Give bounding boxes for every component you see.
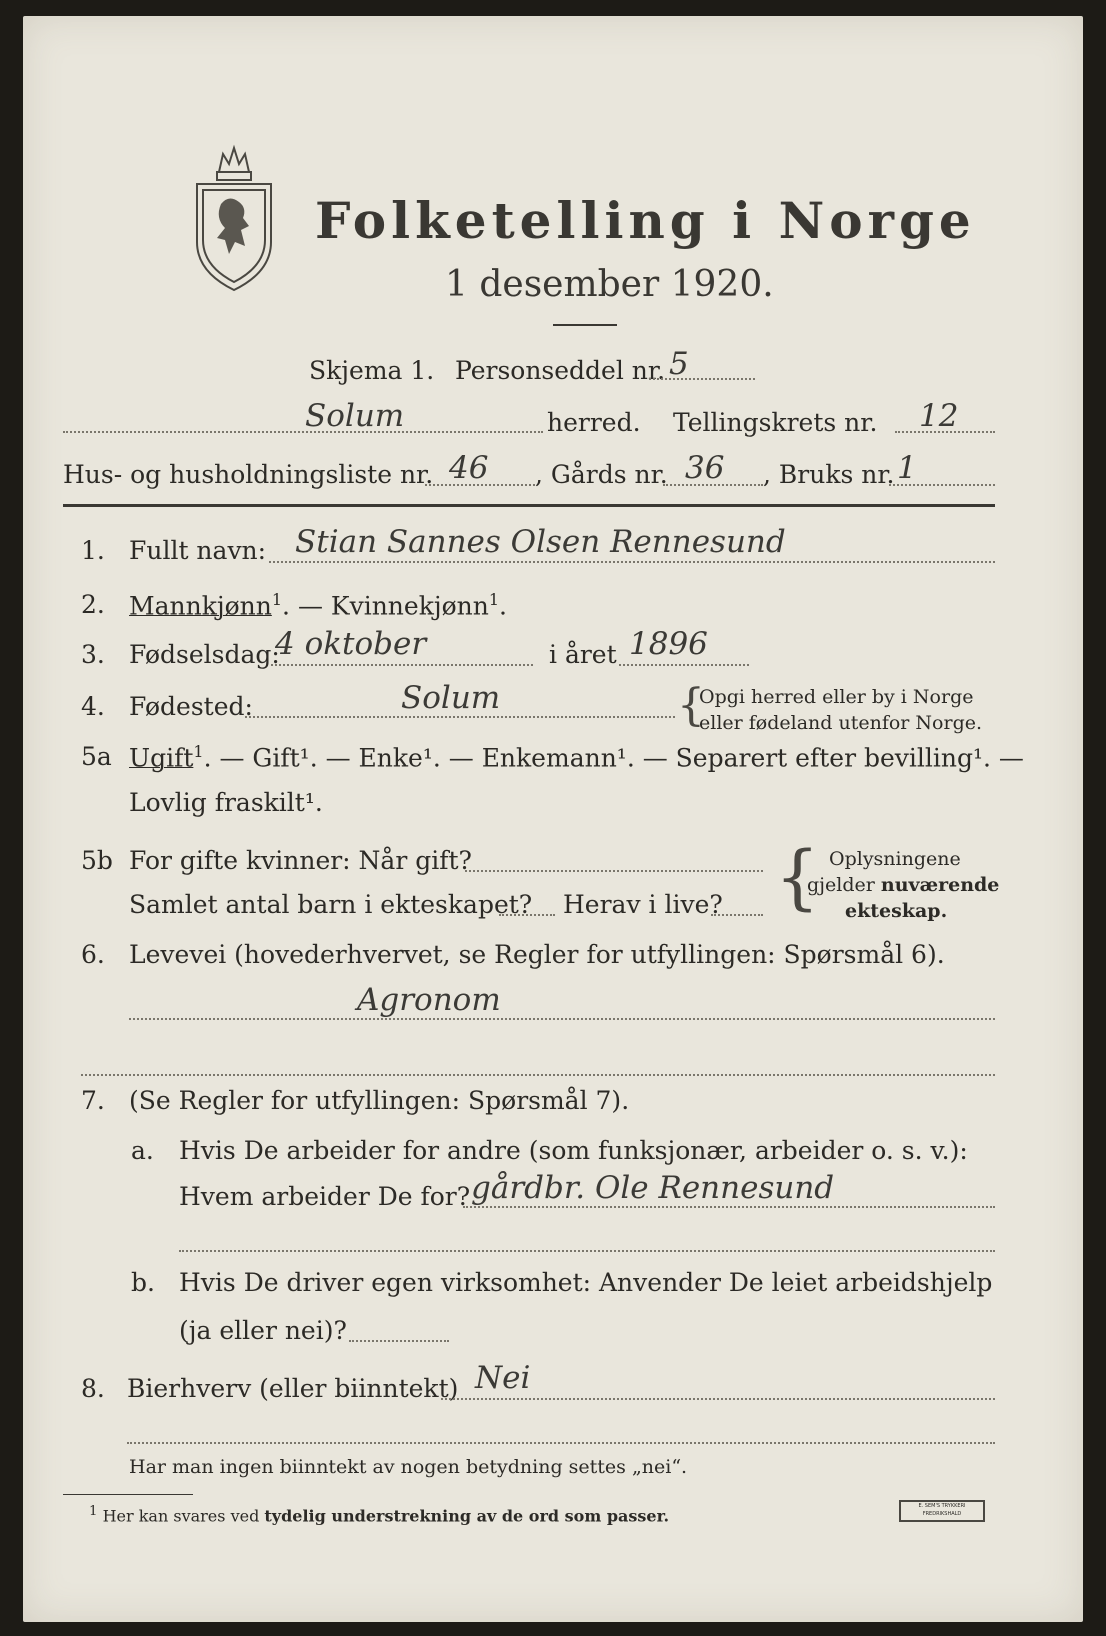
birthplace-note-1: Opgi herred eller by i Norge: [699, 686, 974, 708]
q4-label: Fødested:: [129, 692, 253, 721]
birthplace-note-2: eller fødeland utenfor Norge.: [699, 712, 983, 734]
form-title: Folketelling i Norge: [315, 191, 976, 250]
marital-ugift-underlined: Ugift: [129, 743, 194, 773]
title-divider: [553, 324, 617, 326]
q1-number: 1.: [81, 536, 105, 565]
q6-number: 6.: [81, 940, 105, 969]
year-label: i året: [549, 640, 617, 669]
full-name-value: Stian Sannes Olsen Rennesund: [295, 524, 786, 560]
q7-label: (Se Regler for utfyllingen: Spørsmål 7).: [129, 1086, 630, 1115]
q5b-note-1: Oplysningene: [829, 848, 961, 870]
personseddel-value: 5: [669, 346, 689, 382]
q5b-number: 5b: [81, 846, 113, 875]
q5b-children-label: Samlet antal barn i ekteskapet?: [129, 890, 533, 919]
q7a-line-2: Hvem arbeider De for?: [179, 1182, 471, 1211]
q1-label: Fullt navn:: [129, 536, 267, 565]
birth-date-value: 4 oktober: [275, 626, 427, 662]
printer-stamp: E. SEM'S TRYKKERI FREDRIKSHALD: [899, 1500, 985, 1522]
q7b-line-2: (ja eller nei)?: [179, 1316, 347, 1345]
q5b-alive-label: Herav i live?: [563, 890, 723, 919]
schema-label: Skjema 1.: [309, 356, 435, 385]
marital-options: Ugift$^1$. — Gift¹. — Enke¹. — Enkemann¹. — Separert efter bevilling¹. —: [129, 742, 1024, 773]
q7a-number: a.: [131, 1136, 154, 1165]
birth-year-value: 1896: [629, 626, 708, 662]
personseddel-label: Personseddel nr.: [455, 356, 666, 385]
occupation-value: Agronom: [357, 982, 501, 1018]
q2-number: 2.: [81, 590, 105, 619]
q3-label: Fødselsdag:: [129, 640, 280, 669]
hus-value: 46: [449, 450, 489, 486]
q5b-line-1: For gifte kvinner: Når gift?: [129, 846, 472, 875]
q7b-number: b.: [131, 1268, 155, 1297]
q6-label: Levevei (hovederhvervet, se Regler for utfyllingen: Spørsmål 6).: [129, 940, 945, 969]
gender-male-underlined: Mannkjønn: [129, 591, 272, 621]
gards-label: , Gårds nr.: [535, 460, 668, 489]
q8-label: Bierhverv (eller biinntekt): [127, 1374, 459, 1403]
employer-value: gårdbr. Ole Rennesund: [471, 1170, 835, 1206]
footnote: $^1$ Her kan svares ved tydelig understrekning av de ord som passer.: [89, 1504, 670, 1526]
gender-female: Kvinnekjønn: [330, 591, 489, 621]
census-form: Folketelling i Norge 1 desember 1920. Skjema 1. Personseddel nr. 5 Solum herred. Tellingskrets nr. 12 Hus- og husholdningsliste nr. 46 , Gårds nr. 36 , Bruks nr. 1 1. Fullt navn: Stian Sannes Olsen Rennesund 2. Mannkjønn$^1$. — Kvinnekjønn$^1$. 3. Fødselsdag: 4 oktober i året 1896 4. Fødested: Solum { Opgi herred eller by i Norge eller fødeland utenfor Norge. 5a Ugift$^1$. — Gift¹. — Enke¹. — Enkemann¹. — Separert efter bevilling¹. — Lovlig fraskilt¹. 5b For gifte kvinner: Når gift? Samlet antal barn i ekteskapet? Herav i live? { Oplysningene gjelder nuværende ekteskap. 6. Levevei (hovederhvervet, se Regler for utfyllingen: Spørsmål 6). Agronom 7. (Se Regler for utfyllingen: Spørsmål 7). a. Hvis De arbeider for andre (som funksjonær, arbeider o. s. v.): Hvem arbeider De for? gårdbr. Ole Rennesund b. Hvis De driver egen virksomhet: Anvender De leiet arbeidshjelp (ja eller nei)? 8. Bierhverv (eller biinntekt) Nei Har man ingen biinntekt av nogen betydning settes „nei“. $^1$ Her kan svares ved tydelig understrekning av de ord som passer. E. SEM'S TRYKKERI FREDRIKSHALD: [23, 16, 1083, 1622]
birthplace-value: Solum: [401, 680, 501, 716]
q5b-note-2: gjelder nuværende: [807, 874, 1000, 896]
footnote-rule: [63, 1494, 193, 1495]
header-rule: [63, 504, 995, 507]
q5b-note-3: ekteskap.: [845, 900, 948, 922]
q7b-line-1: Hvis De driver egen virksomhet: Anvender De leiet arbeidshjelp: [179, 1268, 993, 1297]
bruks-value: 1: [897, 450, 917, 486]
side-income-value: Nei: [475, 1360, 531, 1396]
tellingskrets-value: 12: [919, 398, 959, 434]
marital-line-2: Lovlig fraskilt¹.: [129, 788, 323, 817]
herred-label: herred.: [547, 408, 641, 437]
q5a-number: 5a: [81, 742, 112, 771]
form-subtitle: 1 desember 1920.: [445, 264, 774, 305]
footer-note: Har man ingen biinntekt av nogen betydning settes „nei“.: [129, 1456, 688, 1478]
herred-value: Solum: [305, 398, 405, 434]
bruks-label: , Bruks nr.: [763, 460, 895, 489]
q4-number: 4.: [81, 692, 105, 721]
hus-label: Hus- og husholdningsliste nr.: [63, 460, 434, 489]
q3-number: 3.: [81, 640, 105, 669]
gender-options: Mannkjønn$^1$. — Kvinnekjønn$^1$.: [129, 590, 507, 621]
q7-number: 7.: [81, 1086, 105, 1115]
q8-number: 8.: [81, 1374, 105, 1403]
tellingskrets-label: Tellingskrets nr.: [673, 408, 878, 437]
gards-value: 36: [685, 450, 725, 486]
coat-of-arms-emblem: [189, 142, 279, 294]
q7a-line-1: Hvis De arbeider for andre (som funksjonær, arbeider o. s. v.):: [179, 1136, 968, 1165]
